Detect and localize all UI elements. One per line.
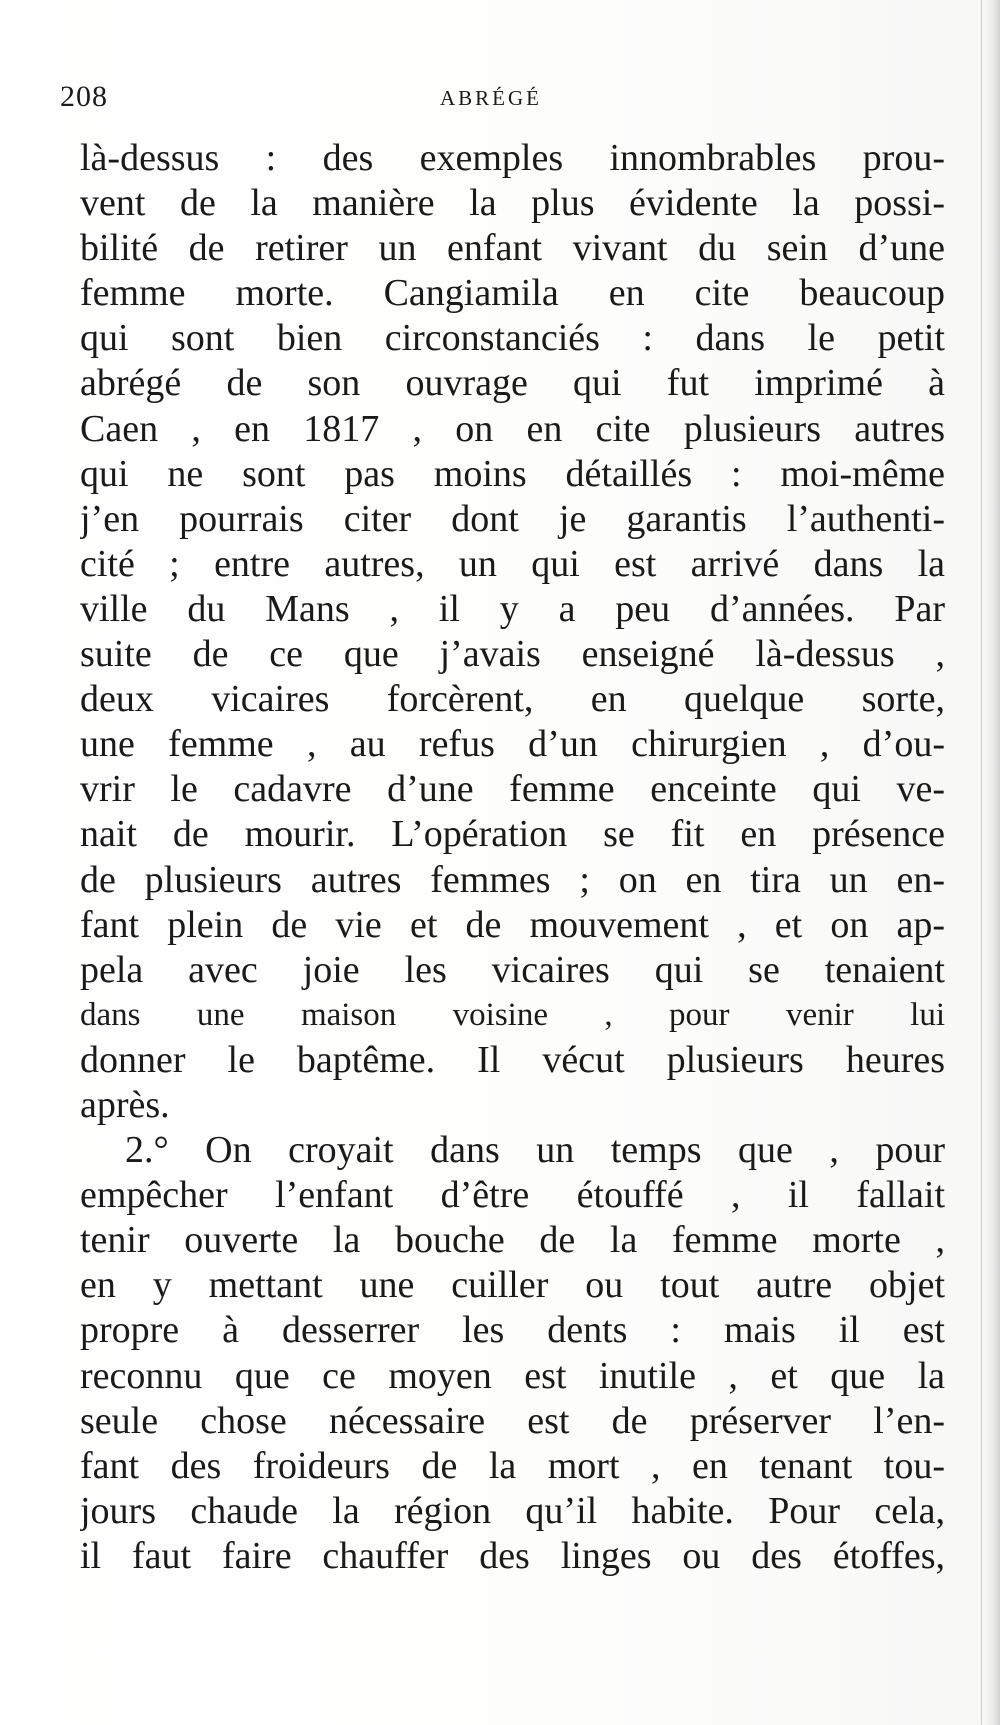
text-line: tenir ouverte la bouche de la femme morte , bbox=[80, 1219, 945, 1262]
page-number: 208 bbox=[60, 80, 108, 113]
text-line: une femme , au refus d’un chirurgien , d’ou- bbox=[80, 723, 945, 766]
text-line: qui ne sont pas moins détaillés : moi-même bbox=[80, 452, 945, 495]
text-line: j’en pourrais citer dont je garantis l’authenti- bbox=[80, 497, 945, 540]
text-line: femme morte. Cangiamila en cite beaucoup bbox=[80, 272, 945, 315]
text-line: il faut faire chauffer des linges ou des étoffes, bbox=[80, 1534, 945, 1577]
text-line: dans une maison voisine , pour venir lui bbox=[80, 996, 945, 1033]
text-line: de plusieurs autres femmes ; on en tira un en- bbox=[80, 858, 945, 901]
running-title: ABRÉGÉ bbox=[440, 86, 542, 110]
text-line: qui sont bien circonstanciés : dans le petit bbox=[80, 317, 945, 360]
text-line: 2.° On croyait dans un temps que , pour bbox=[125, 1129, 945, 1172]
text-line: vent de la manière la plus évidente la possi- bbox=[80, 182, 945, 225]
text-line: ville du Mans , il y a peu d’années. Par bbox=[80, 587, 945, 630]
page-edge-line bbox=[981, 0, 982, 1725]
text-line: fant des froideurs de la mort , en tenant tou- bbox=[80, 1444, 945, 1487]
text-line: empêcher l’enfant d’être étouffé , il fallait bbox=[80, 1174, 945, 1217]
body-text bbox=[80, 136, 945, 1579]
text-line: propre à desserrer les dents : mais il est bbox=[80, 1309, 945, 1352]
text-line: jours chaude la région qu’il habite. Pour cela, bbox=[80, 1489, 945, 1532]
text-line: Caen , en 1817 , on en cite plusieurs autres bbox=[80, 407, 945, 450]
running-head bbox=[60, 80, 960, 120]
text-line: vrir le cadavre d’une femme enceinte qui ve- bbox=[80, 768, 945, 811]
text-line: seule chose nécessaire est de préserver l’en- bbox=[80, 1399, 945, 1442]
text-line: nait de mourir. L’opération se fit en présence bbox=[80, 813, 945, 856]
text-line: là-dessus : des exemples innombrables prou- bbox=[80, 137, 945, 179]
text-line: deux vicaires forcèrent, en quelque sorte, bbox=[80, 678, 945, 721]
page-gutter-shadow bbox=[986, 0, 1000, 1725]
text-line: bilité de retirer un enfant vivant du sein d’une bbox=[80, 227, 945, 270]
text-line: cité ; entre autres, un qui est arrivé dans la bbox=[80, 542, 945, 585]
text-line: fant plein de vie et de mouvement , et on ap- bbox=[80, 903, 945, 946]
text-line: en y mettant une cuiller ou tout autre objet bbox=[80, 1264, 945, 1307]
text-line: pela avec joie les vicaires qui se tenaient bbox=[80, 948, 945, 991]
text-line: donner le baptême. Il vécut plusieurs heures bbox=[80, 1038, 945, 1081]
text-line: après. bbox=[80, 1083, 170, 1126]
text-line: suite de ce que j’avais enseigné là-dessus , bbox=[80, 633, 945, 676]
text-line: reconnu que ce moyen est inutile , et que la bbox=[80, 1354, 945, 1397]
text-line: abrégé de son ouvrage qui fut imprimé à bbox=[80, 362, 945, 405]
